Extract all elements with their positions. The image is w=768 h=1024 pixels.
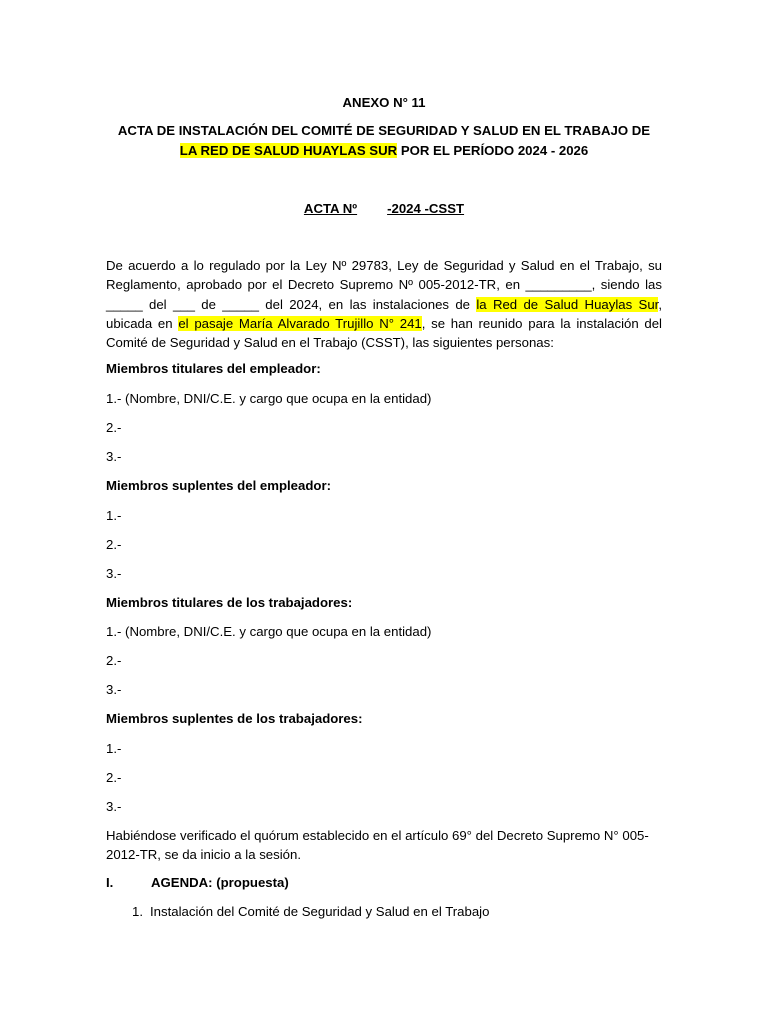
title-text: ACTA DE INSTALACIÓN DEL COMITÉ DE SEGURIDAD Y SALUD EN EL TRABAJO DE [117, 123, 651, 138]
list-item: 1.- (Nombre, DNI/C.E. y cargo que ocupa en la entidad) [106, 391, 432, 406]
agenda-item-number: 1. [132, 904, 143, 919]
agenda-item-text: Instalación del Comité de Seguridad y Salud en el Trabajo [150, 904, 490, 919]
agenda-title: AGENDA: (propuesta) [151, 875, 289, 890]
list-item: 1.- (Nombre, DNI/C.E. y cargo que ocupa en la entidad) [106, 624, 432, 639]
intro-highlight-address: el pasaje María Alvarado Trujillo N° 241 [178, 315, 422, 331]
section-heading: Miembros titulares de los trabajadores: [106, 595, 353, 610]
section-heading: Miembros suplentes del empleador: [106, 478, 331, 493]
acta-number [106, 199, 662, 218]
title-highlight: LA RED DE SALUD HUAYLAS SUR [179, 142, 398, 158]
agenda-item [132, 902, 688, 921]
section-heading: Miembros titulares del empleador: [106, 361, 321, 376]
list-item: 3.- [106, 799, 122, 814]
list-item: 2.- [106, 420, 122, 435]
intro-text-3: , se han reunido para la instalación del Comité de Seguridad y Salud en el Trabajo (CSST), las siguientes personas: [106, 315, 662, 351]
list-item: 2.- [106, 770, 122, 785]
agenda-heading [106, 873, 662, 892]
section-heading: Miembros suplentes de los trabajadores: [106, 711, 363, 726]
quorum-paragraph: Habiéndose verificado el quórum establecido en el artículo 69° del Decreto Supremo N° 005-2012-TR, se da inicio a la sesión. [106, 828, 649, 862]
list-item: 3.- [106, 566, 122, 581]
intro-text-2: , ubicada en [106, 296, 662, 331]
list-item: 3.- [106, 682, 122, 697]
acta-suffix: -2024 -CSST [387, 201, 465, 216]
intro-paragraph [106, 256, 662, 352]
acta-prefix: ACTA Nº [303, 201, 358, 216]
annex-title: ANEXO N° 11 [342, 95, 426, 110]
list-item: 3.- [106, 449, 122, 464]
document-title [110, 121, 658, 160]
intro-text-1: De acuerdo a lo regulado por la Ley Nº 29783, Ley de Seguridad y Salud en el Trabajo, su Reglamento, aprobado por el Decreto Supremo Nº 005-2012-TR, en _________, siendo las _____ del ___ de _____ del 2024, en las instalaciones de [106, 258, 662, 312]
list-item: 2.- [106, 537, 122, 552]
title-period: POR EL PERÍODO 2024 - 2026 [397, 142, 589, 158]
agenda-roman-numeral: I. [106, 875, 114, 890]
list-item: 1.- [106, 508, 122, 523]
list-item: 2.- [106, 653, 122, 668]
intro-highlight-institution: la Red de Salud Huaylas Sur [476, 296, 659, 312]
list-item: 1.- [106, 741, 122, 756]
